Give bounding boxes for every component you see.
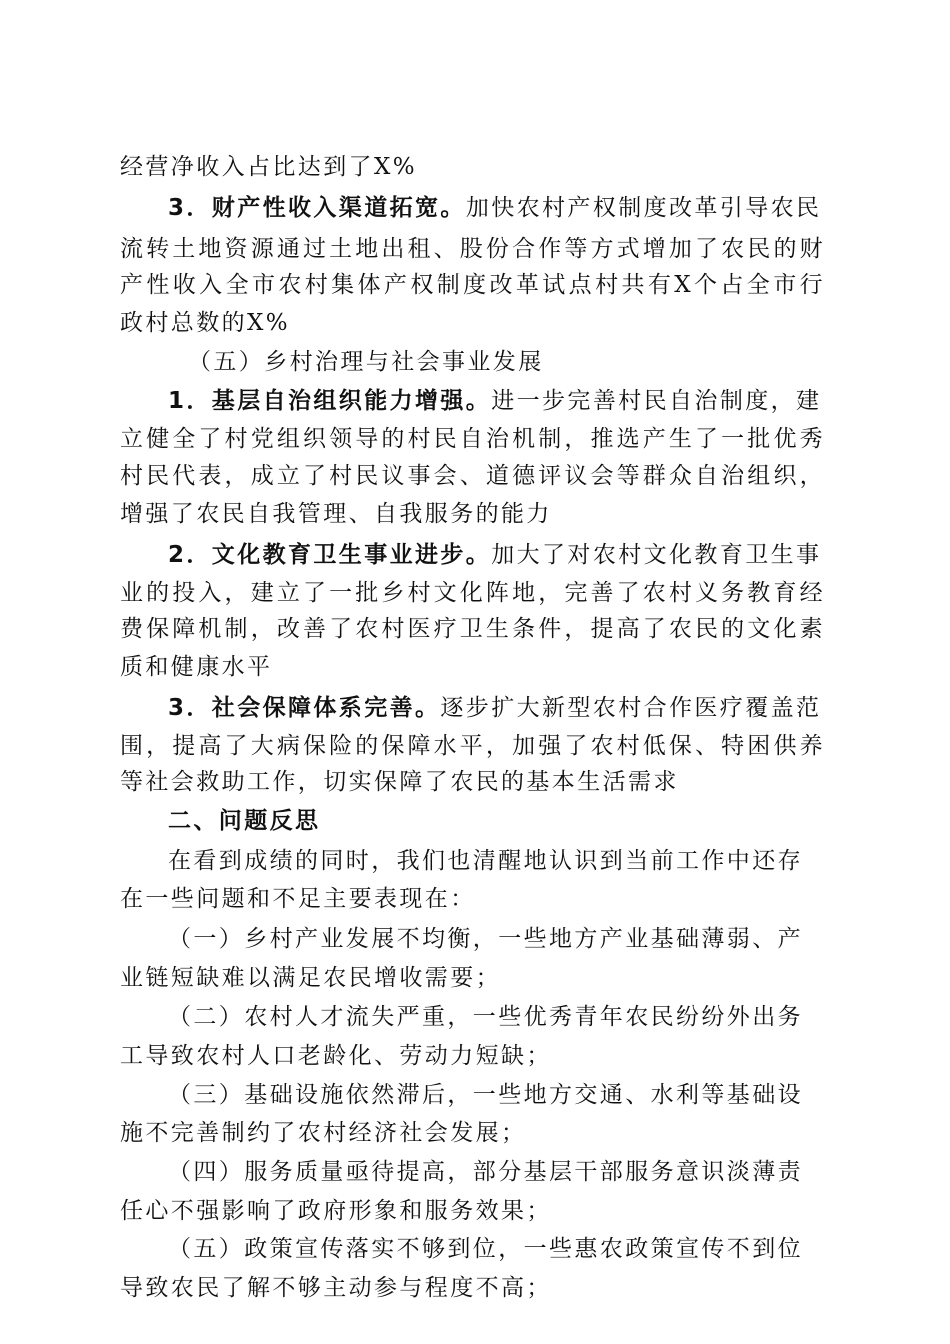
paragraph-heading: 2．文化教育卫生事业进步。	[168, 542, 492, 568]
paragraph-text: 进一步完善村民自治制度，建	[491, 388, 822, 414]
problem-item: （二）农村人才流失严重，一些优秀青年农民纷纷外出务	[168, 1004, 803, 1030]
problem-item: （三）基础设施依然滞后，一些地方交通、水利等基础设	[168, 1082, 803, 1108]
paragraph-heading: 3．财产性收入渠道拓宽。	[168, 195, 466, 221]
text-line: 施不完善制约了农村经济社会发展；	[120, 1120, 527, 1146]
paragraph-self-governance	[168, 382, 873, 420]
text-line: 政村总数的X%	[120, 310, 291, 336]
text-line: 业的投入，建立了一批乡村文化阵地，完善了农村义务教育经	[120, 580, 825, 606]
part-heading: 二、问题反思	[168, 808, 321, 834]
text-line: 村民代表，成立了村民议事会、道德评议会等群众自治组织，	[120, 463, 825, 489]
problem-item: （四）服务质量亟待提高，部分基层干部服务意识淡薄责	[168, 1159, 803, 1185]
text-line: 质和健康水平	[120, 654, 273, 680]
text-line: 导致农民了解不够主动参与程度不高；	[120, 1275, 552, 1301]
text-line: 费保障机制，改善了农村医疗卫生条件，提高了农民的文化素	[120, 616, 825, 642]
section-heading: （五）乡村治理与社会事业发展	[188, 349, 544, 375]
paragraph-heading: 3．社会保障体系完善。	[168, 695, 441, 721]
paragraph-text: 加大了对农村文化教育卫生事	[491, 542, 822, 568]
paragraph-text: 逐步扩大新型农村合作医疗覆盖范	[440, 695, 822, 721]
problem-item: （五）政策宣传落实不够到位，一些惠农政策宣传不到位	[168, 1236, 803, 1262]
paragraph-culture-education	[168, 536, 873, 574]
text-line: 等社会救助工作，切实保障了农民的基本生活需求	[120, 769, 679, 795]
text-line: 增强了农民自我管理、自我服务的能力	[120, 501, 552, 527]
text-line: 流转土地资源通过土地出租、股份合作等方式增加了农民的财	[120, 236, 825, 262]
paragraph-social-security	[168, 689, 873, 727]
text-line: 在一些问题和不足主要表现在：	[120, 886, 476, 912]
problem-item: （一）乡村产业发展不均衡，一些地方产业基础薄弱、产	[168, 926, 803, 952]
paragraph-text: 加快农村产权制度改革引导农民	[465, 195, 822, 221]
paragraph-heading: 1．基层自治组织能力增强。	[168, 388, 492, 414]
text-line: 任心不强影响了政府形象和服务效果；	[120, 1198, 552, 1224]
text-line: 工导致农村人口老龄化、劳动力短缺；	[120, 1043, 552, 1069]
text-line: 在看到成绩的同时，我们也清醒地认识到当前工作中还存	[168, 848, 803, 874]
text-line: 产性收入全市农村集体产权制度改革试点村共有X个占全市行	[120, 272, 825, 298]
paragraph-property-income	[168, 189, 873, 227]
text-line: 立健全了村党组织领导的村民自治机制，推选产生了一批优秀	[120, 426, 825, 452]
text-line: 经营净收入占比达到了X%	[120, 154, 418, 180]
text-line: 业链短缺难以满足农民增收需要；	[120, 965, 501, 991]
text-line: 围，提高了大病保险的保障水平，加强了农村低保、特困供养	[120, 733, 825, 759]
